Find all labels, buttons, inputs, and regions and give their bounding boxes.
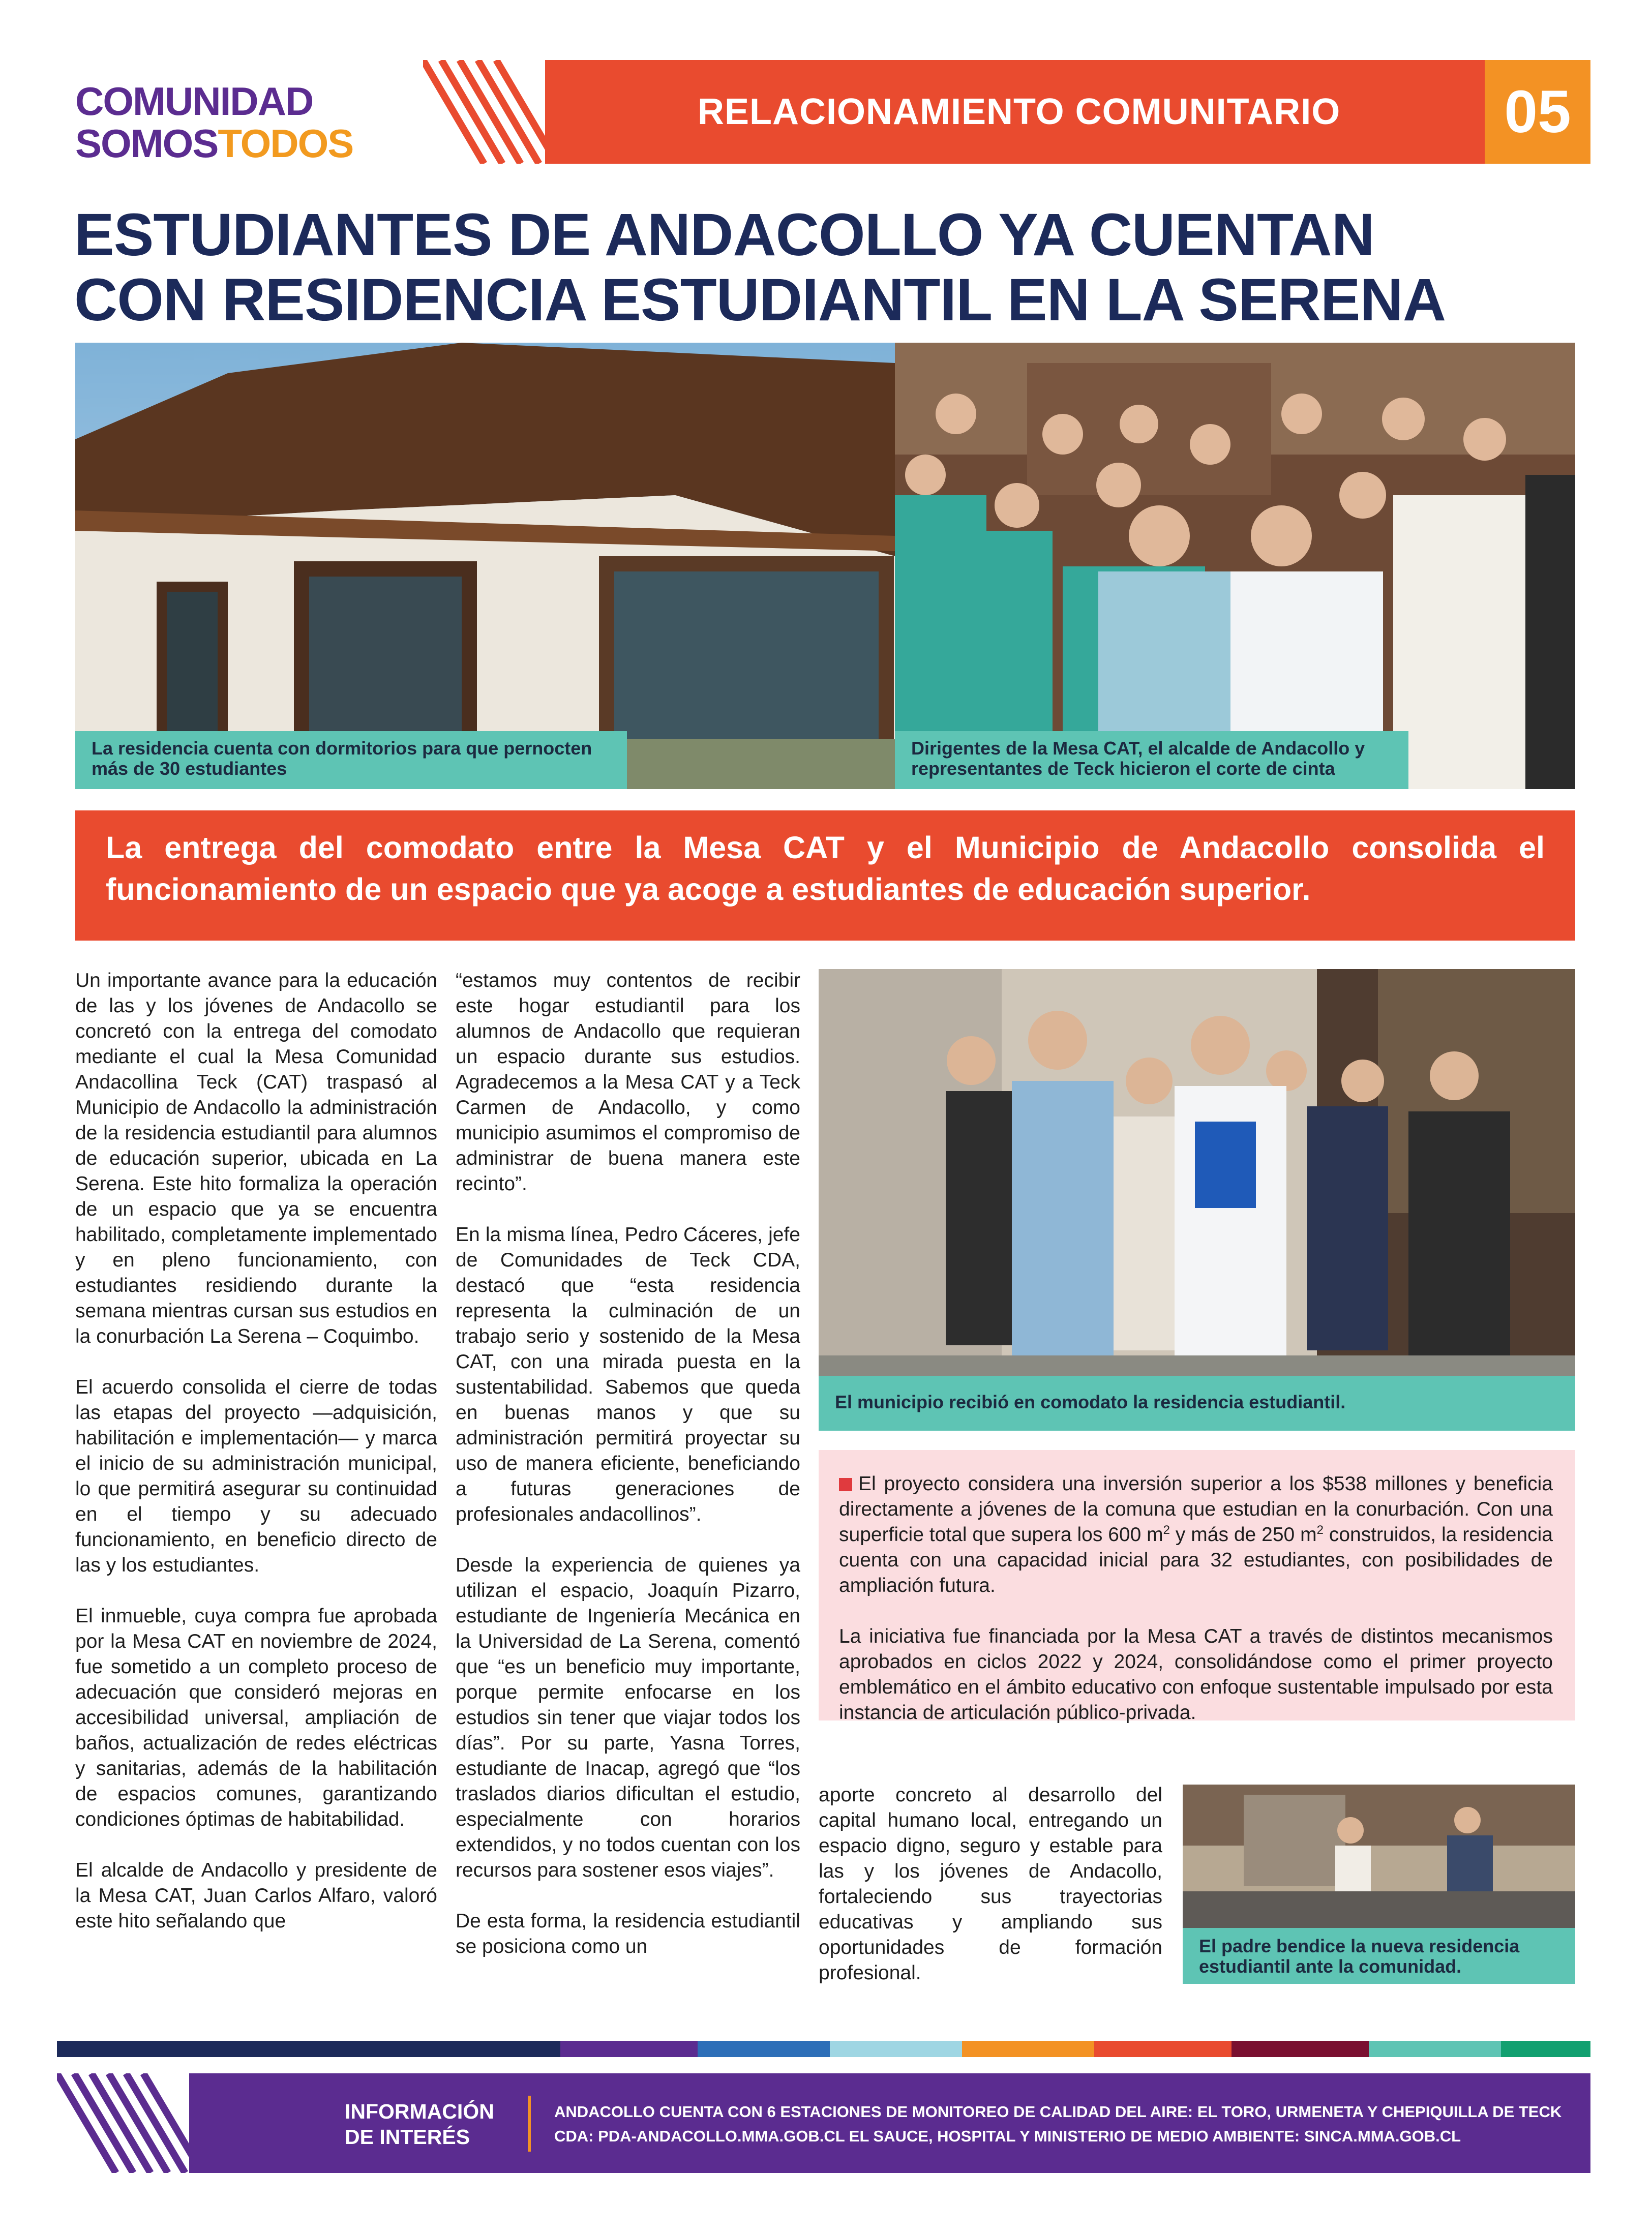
stripes-decoration-icon (57, 2073, 189, 2173)
body-paragraph: “estamos muy contentos de recibir este hogar estudiantil para los alumnos de Andacollo que requieran un espacio durante sus estudios. Agradecemos a la Mesa CAT y a Teck Carmen de Andacollo, y como municipio asumimos el compromiso de administrar de buena manera este recinto”. (456, 970, 800, 1195)
color-stripe-segment (962, 2041, 1094, 2057)
photo-caption: El padre bendice la nueva residencia estudiantil ante la comunidad. (1183, 1928, 1575, 1984)
handover-group-image (819, 969, 1575, 1431)
highlight-paragraph-2: La iniciativa fue financiada por la Mesa CAT a través de distintos mecanismos aprobados en ciclos 2022 y 2024, consolidándose como el primer proyecto emblemático en el ámbito educativo con enfoque sustentable impulsado por esta instancia de articulación público-privada. (839, 1625, 1553, 1724)
photo-residence-exterior (75, 343, 895, 789)
footer-label: INFORMACIÓN DE INTERÉS (345, 2100, 494, 2149)
body-paragraph: En la misma línea, Pedro Cáceres, jefe de Comunidades de Teck CDA, destacó que “esta residencia representa la culminación de un trabajo serio y sostenido de la Mesa CAT, con una mirada puesta en la sustentabilidad. Sabemos que queda en buenas manos y que su administración permitirá proyectar su uso de manera eficiente, beneficiando a futuras generaciones de profesionales andacollinos”. (456, 1224, 800, 1525)
section-title: RELACIONAMIENTO COMUNITARIO (698, 92, 1341, 132)
photo-caption: El municipio recibió en comodato la residencia estudiantil. (819, 1376, 1575, 1431)
body-paragraph: De esta forma, la residencia estudiantil se posiciona como un (456, 1910, 800, 1957)
color-stripe-segment (57, 2041, 560, 2057)
color-stripe-segment (1369, 2041, 1501, 2057)
footer-divider (528, 2096, 531, 2152)
body-column-2 (456, 968, 800, 1959)
ribbon-cutting-crowd-image (895, 343, 1575, 789)
headline-line-1: ESTUDIANTES DE ANDACOLLO YA CUENTAN (74, 201, 1374, 268)
bullet-square-icon (839, 1478, 852, 1491)
color-stripe-segment (1232, 2041, 1369, 2057)
body-paragraph: Desde la experiencia de quienes ya utilizan el espacio, Joaquín Pizarro, estudiante de Ingeniería Mecánica en la Universidad de La Serena, comentó que “es un beneficio muy importante, porque permite enfocarse en los estudios sin tener que viajar todos los días”. Por su parte, Yasna Torres, estudiante de Inacap, agregó que “los traslados diarios dificultan el estudio, especialmente con horarios extendidos, y no todos cuentan con los recursos para sostener esos viajes”. (456, 1554, 800, 1881)
page-number: 05 (1485, 60, 1590, 164)
color-stripe-segment (830, 2041, 962, 2057)
highlight-paragraph-1: El proyecto considera una inversión superior a los $538 millones y beneficia directamente a jóvenes de la comuna que estudian en la conurbación. Con una superficie total que supera los 600 $m^2$ y más de 250 $m^2$ construidos, la residencia cuenta con una capacidad inicial para 32 estudiantes, con posibilidades de ampliación futura. (839, 1473, 1553, 1596)
body-paragraph: El acuerdo consolida el cierre de todas las etapas del proyecto —adquisición, habilitación e implementación— y marca el inicio de su administración municipal, lo que permitirá asegurar su continuidad en el tiempo y su adecuado funcionamiento, en beneficio directo de las y los estudiantes. (75, 1376, 437, 1576)
highlight-box (819, 1450, 1575, 1724)
color-stripe-segment (1094, 2041, 1232, 2057)
body-column-3 (819, 1783, 1162, 1986)
photo-blessing (1183, 1785, 1575, 1984)
photo-caption: Dirigentes de la Mesa CAT, el alcalde de Andacollo y representantes de Teck hicieron el corte de cinta (895, 731, 1408, 789)
section-header-bar (423, 60, 1485, 164)
photo-caption: La residencia cuenta con dormitorios para que pernocten más de 30 estudiantes (75, 731, 627, 789)
body-column-1 (75, 968, 437, 1934)
footer-text: ANDACOLLO CUENTA CON 6 ESTACIONES DE MONITOREO DE CALIDAD DEL AIRE: EL TORO, URMENETA Y CHEPIQUILLA DE TECK CDA: PDA-ANDACOLLO.MMA.GOB.CL EL SAUCE, HOSPITAL Y MINISTERIO DE MEDIO AMBIENTE: SINCA.MMA.GOB.CL (554, 2103, 1562, 2145)
logo-word-todos: TODOS (218, 121, 353, 166)
logo-word-somos: SOMOS (75, 121, 218, 166)
body-paragraph: Un importante avance para la educación de las y los jóvenes de Andacollo se concretó con la entrega del comodato mediante el cual la Mesa Comunidad Andacollina Teck (CAT) traspasó al Municipio de Andacollo la administración de la residencia estudiantil para alumnos de educación superior, ubicada en La Serena. Este hito formaliza la operación de un espacio que ya se encuentra habilitado, completamente implementado y en pleno funcionamiento, con estudiantes residiendo durante la semana mientras cursan sus estudios en la conurbación La Serena – Coquimbo. (75, 970, 437, 1347)
color-stripe-segment (1501, 2041, 1590, 2057)
photo-ribbon-cutting (895, 343, 1575, 789)
body-paragraph: aporte concreto al desarrollo del capital humano local, entregando un espacio digno, seguro y estable para las y los jóvenes de Andacollo, fortaleciendo sus trayectorias educativas y ampliando sus oportunidades de formación profesional. (819, 1784, 1162, 1984)
body-paragraph: El alcalde de Andacollo y presidente de la Mesa CAT, Juan Carlos Alfaro, valoró este hito señalando que (75, 1859, 437, 1932)
body-paragraph: El inmueble, cuya compra fue aprobada por la Mesa CAT en noviembre de 2024, fue sometido a un completo proceso de adecuación que consideró mejoras en accesibilidad universal, ampliación de baños, actualización de redes eléctricas y sanitarias, además de la habilitación de espacios comunes, garantizando condiciones óptimas de habitabilidad. (75, 1605, 437, 1830)
color-stripe-segment (560, 2041, 698, 2057)
photo-handover (819, 969, 1575, 1431)
stripes-decoration-icon (423, 60, 545, 164)
residence-house-image (75, 343, 895, 789)
lead-paragraph: La entrega del comodato entre la Mesa CAT y el Municipio de Andacollo consolida el funcionamiento de un espacio que ya acoge a estudiantes de educación superior. (75, 810, 1575, 941)
logo-line-1: COMUNIDAD (75, 79, 313, 124)
headline (74, 202, 1579, 333)
logo-line-2 (75, 121, 353, 166)
color-stripe-segment (698, 2041, 830, 2057)
footer-info-bar (57, 2073, 1590, 2173)
headline-line-2: CON RESIDENCIA ESTUDIANTIL EN LA SERENA (74, 266, 1446, 334)
